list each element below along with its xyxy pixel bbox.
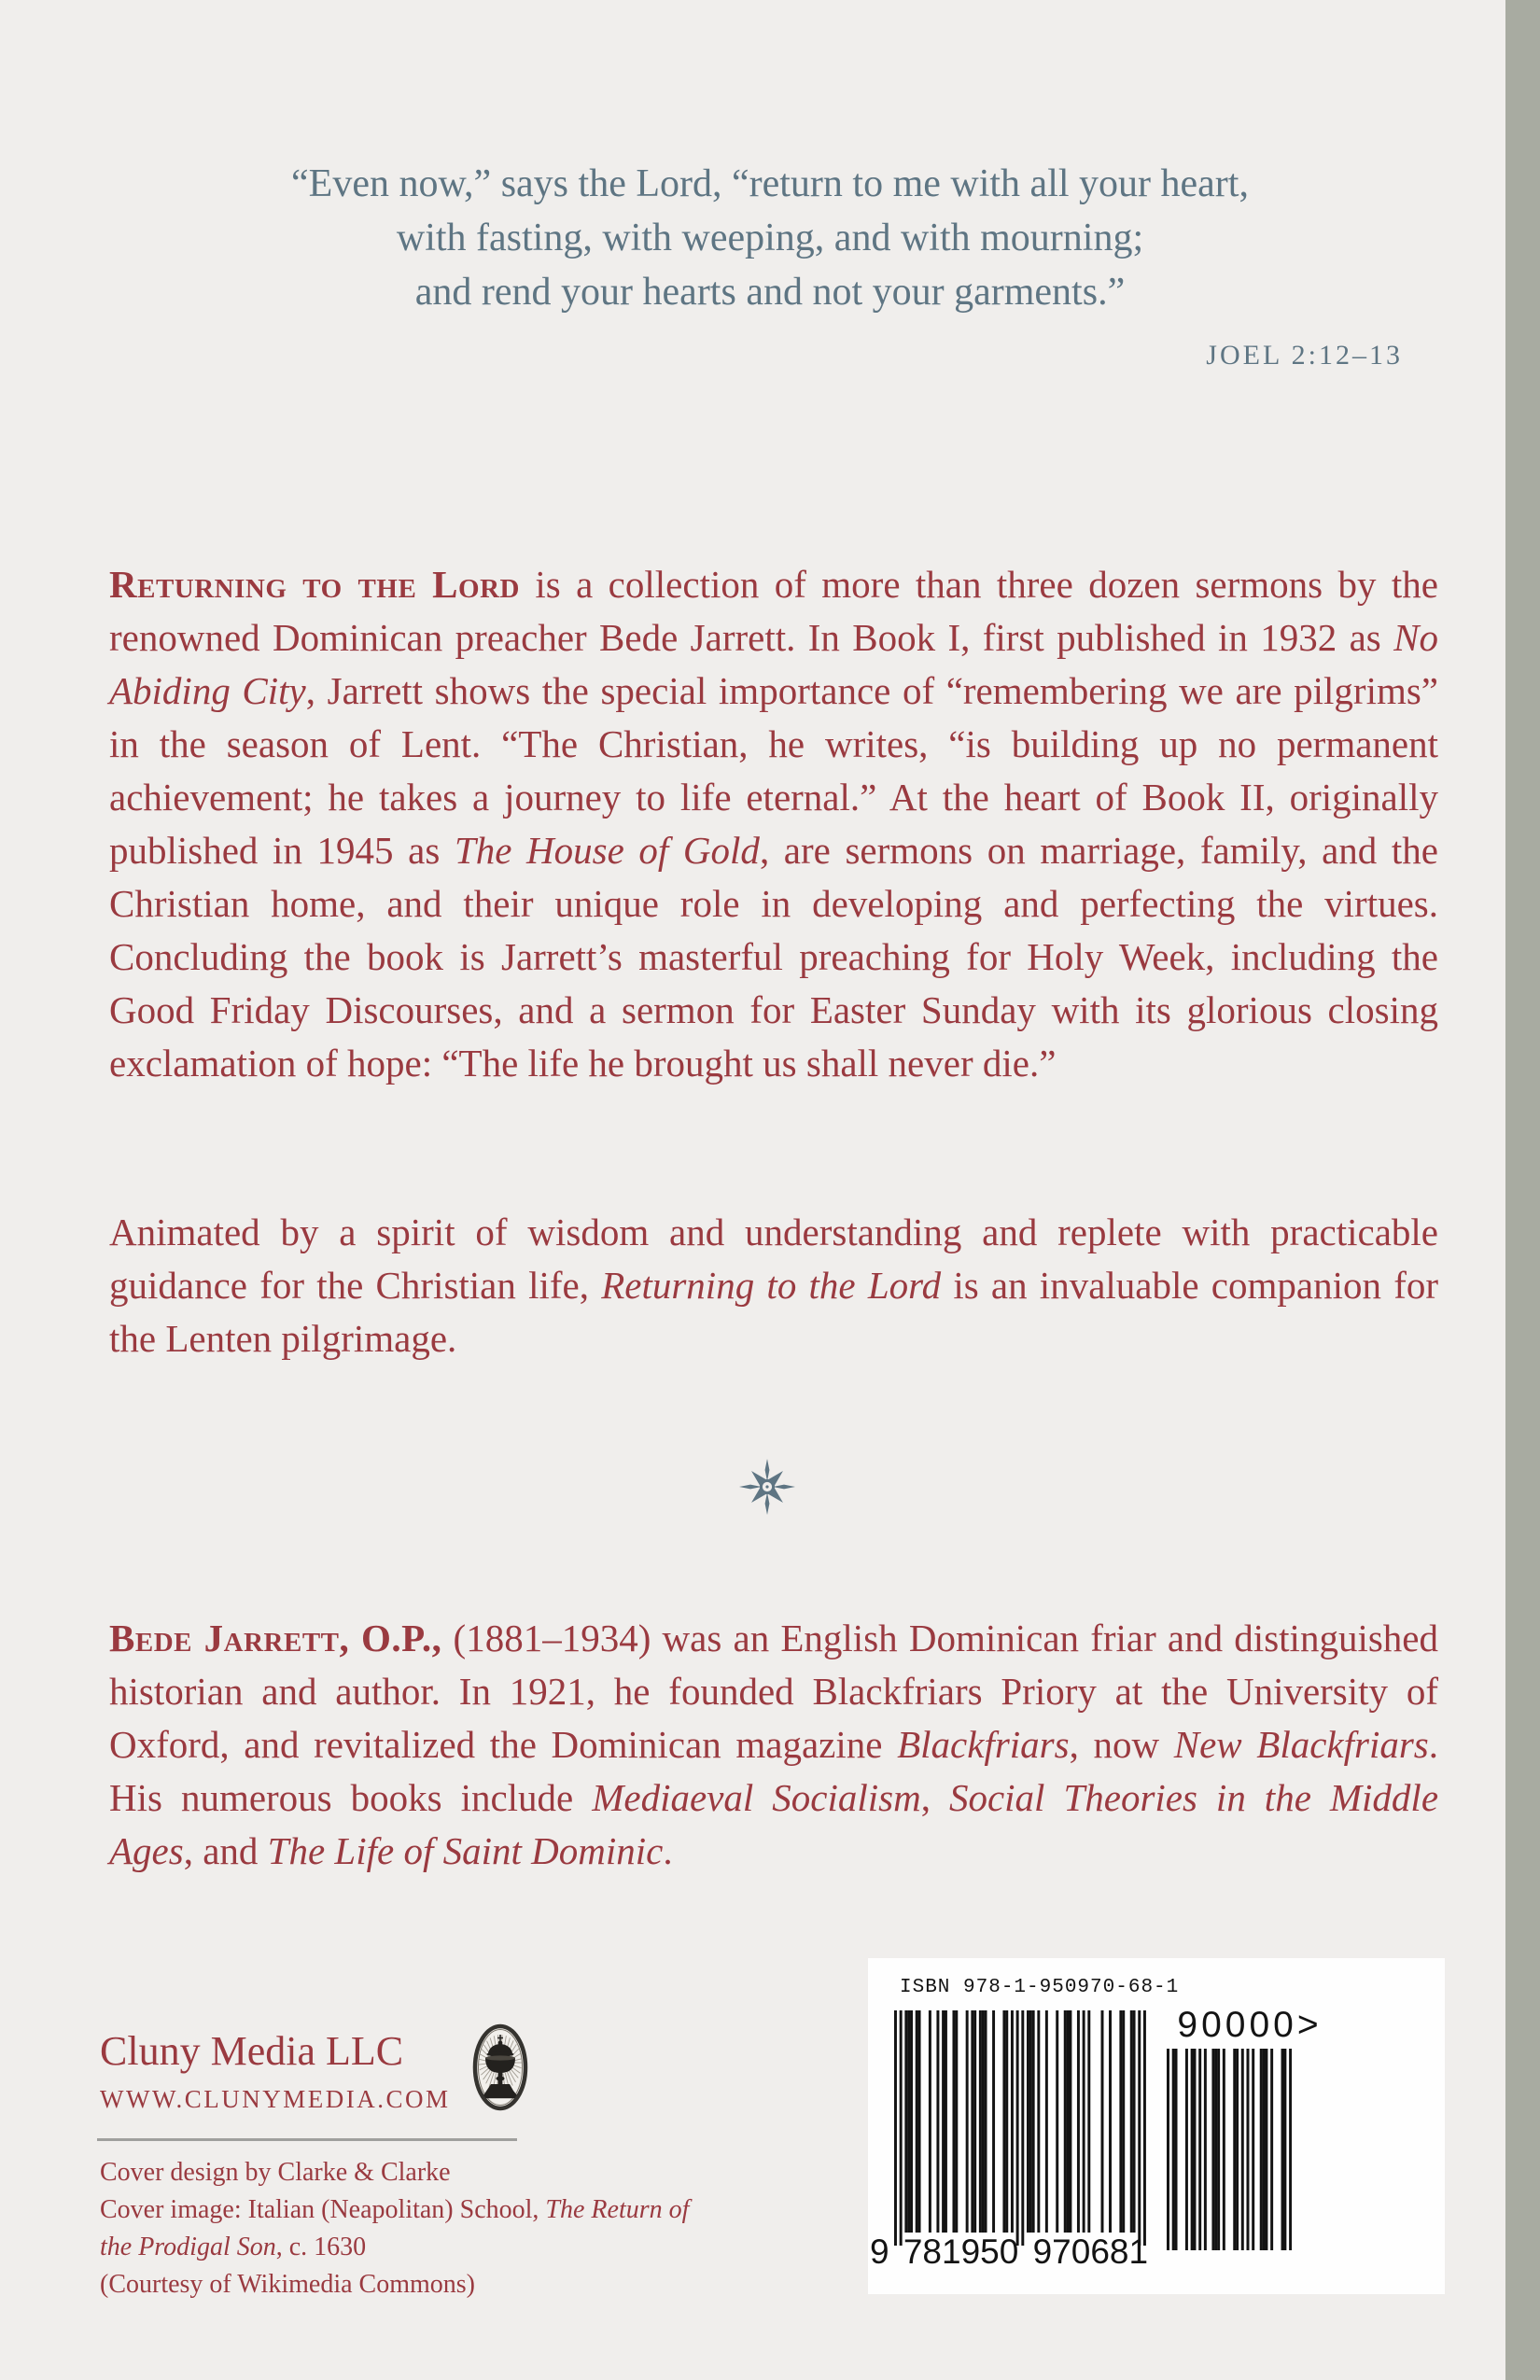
- epigraph-line-2: with fasting, with weeping, and with mourning;: [396, 217, 1144, 259]
- synopsis-paragraph-1: Returning to the Lord is a collection of more than three dozen sermons by the renowned Dominican preacher Bede Jarrett. In Book I, first published in 1932 as No Abiding City, Jarrett shows the special importance of “remembering we are pilgrims” in the season of Lent. “The Christian, he writes, “is building up no permanent achievement; he takes a journey to life eternal.” At the heart of Book II, originally published in 1945 as The House of Gold, are sermons on marriage, family, and the Christian home, and their unique role in developing and perfecting the virtues. Concluding the book is Jarrett’s masterful preaching for Holy Week, including the Good Friday Discourses, and a sermon for Easter Sunday with its glorious closing exclamation of hope: “The life he brought us shall never die.”: [109, 563, 1439, 1085]
- epigraph-line-3: and rend your hearts and not your garments.”: [414, 271, 1126, 314]
- synopsis-paragraph-2: Animated by a spirit of wisdom and understanding and replete with practicable guidance for the Christian life, Returning to the Lord is an invaluable companion for the Lenten pilgrimage.: [109, 1211, 1439, 1360]
- star-ornament-icon: [739, 1459, 795, 1515]
- epigraph: [98, 157, 1442, 371]
- courtesy-credit: (Courtesy of Wikimedia Commons): [100, 2270, 475, 2299]
- publisher-name: Cluny Media LLC: [100, 2028, 404, 2074]
- epigraph-line-1: “Even now,” says the Lord, “return to me with all your heart,: [291, 162, 1249, 205]
- ean5-supplement-barcode: [1167, 2049, 1292, 2250]
- author-bio: Bede Jarrett, O.P., (1881–1934) was an English Dominican friar and distinguished historian and author. In 1921, he founded Blackfriars Priory at the University of Oxford, and revitalized the Dominican magazine Blackfriars, now New Blackfriars. His numerous books include Mediaeval Socialism, Social Theories in the Middle Ages, and The Life of Saint Dominic.: [109, 1617, 1439, 1872]
- credits-block: [100, 2154, 725, 2303]
- barcode-panel: [868, 1958, 1445, 2294]
- isbn-label: ISBN 978-1-950970-68-1: [900, 1977, 1180, 1998]
- epigraph-attribution: JOEL 2:12–13: [1206, 340, 1403, 371]
- chalice-emblem-icon: [471, 2023, 529, 2111]
- cover-edge-strip: [1505, 0, 1540, 2380]
- price-code: 90000>: [1177, 2005, 1323, 2045]
- ean13-digits: 9 781950 970681: [870, 2233, 1149, 2271]
- cover-image-credit: Cover image: Italian (Neapolitan) School, The Return of the Prodigal Son, c. 1630: [100, 2195, 690, 2261]
- publisher-website: WWW.CLUNYMEDIA.COM: [100, 2085, 451, 2113]
- ean13-barcode: [894, 2010, 1146, 2246]
- credits-divider: [97, 2138, 517, 2141]
- cover-design-credit: Cover design by Clarke & Clarke: [100, 2158, 451, 2187]
